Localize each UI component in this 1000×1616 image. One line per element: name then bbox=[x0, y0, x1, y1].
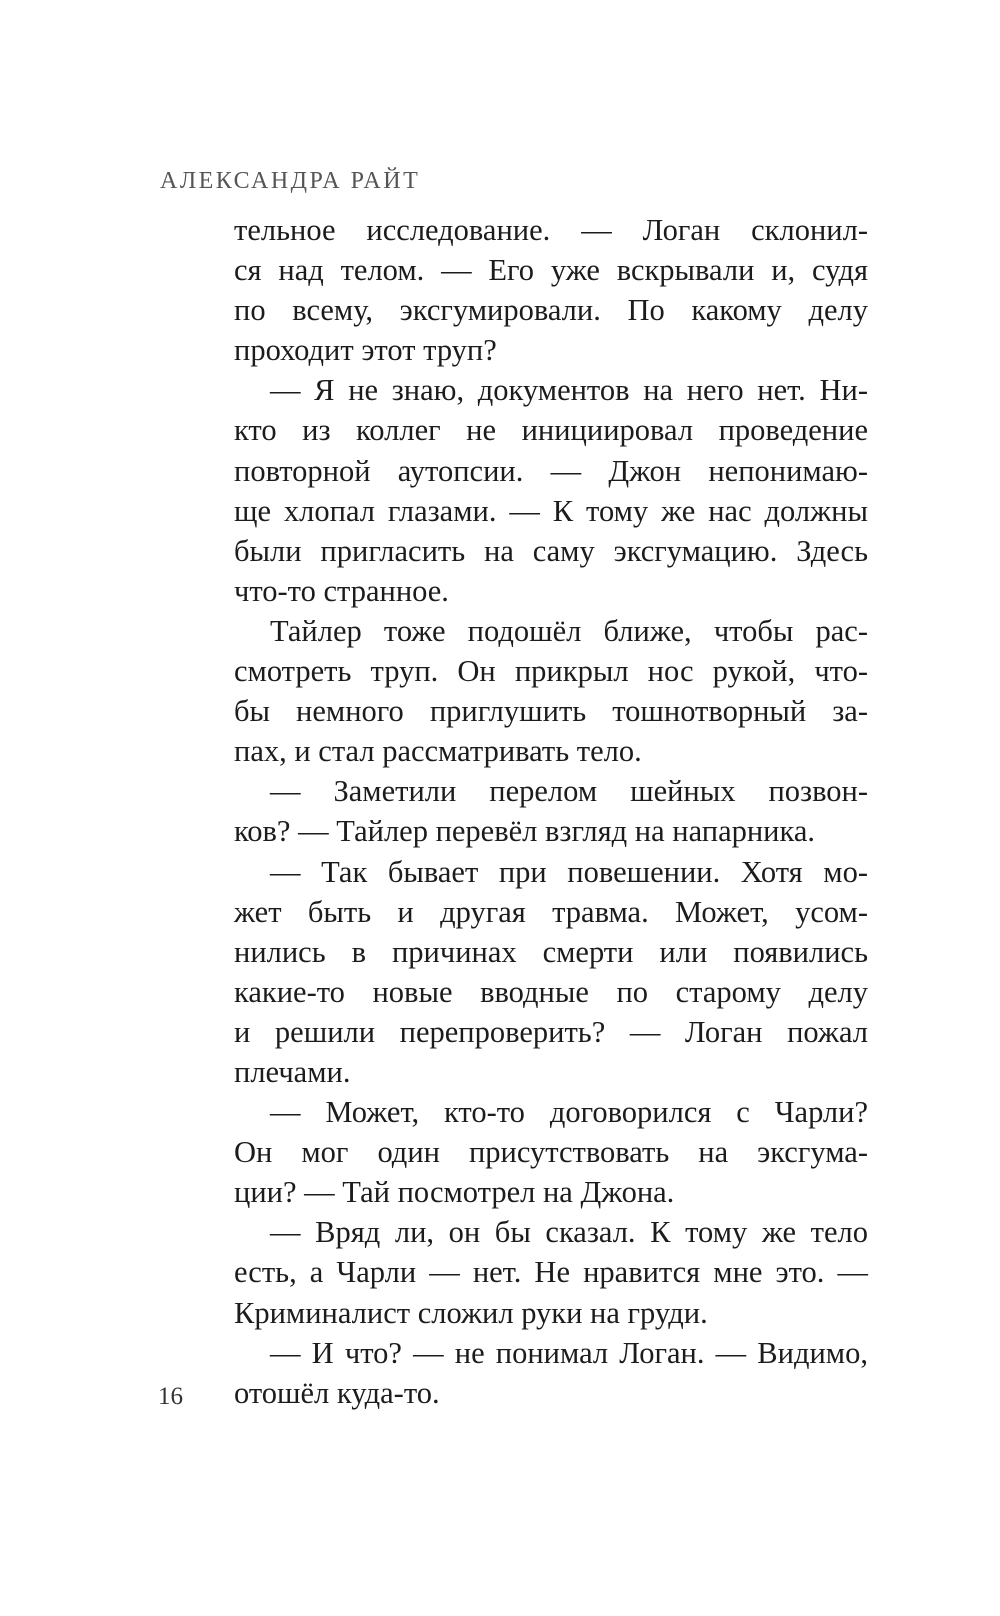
text-line: ся над телом. — Его уже вскрывали и, судя bbox=[234, 253, 868, 288]
text-line: Он мог один присутствовать на эксгума- bbox=[234, 1135, 868, 1170]
text-line: Тайлер тоже подошёл ближе, чтобы рас- bbox=[270, 613, 868, 648]
text-line: — Может, кто-то договорился с Чарли? bbox=[270, 1095, 868, 1130]
text-line: — Заметили перелом шейных позвон- bbox=[270, 774, 868, 809]
text-line: — Вряд ли, он бы сказал. К тому же тело bbox=[270, 1215, 868, 1250]
text-line: по всему, эксгумировали. По какому делу bbox=[234, 293, 868, 328]
text-line: смотреть труп. Он прикрыл нос рукой, что- bbox=[234, 654, 868, 689]
text-line: жет быть и другая травма. Может, усом- bbox=[234, 894, 868, 929]
text-line: проходит этот труп? bbox=[234, 333, 497, 368]
text-line: бы немного приглушить тошнотворный за- bbox=[234, 694, 868, 729]
text-line: отошёл куда-то. bbox=[234, 1375, 440, 1410]
text-line: тельное исследование. — Логан склонил- bbox=[234, 213, 868, 247]
text-line: ков? — Тайлер перевёл взгляд на напарника. bbox=[234, 814, 816, 849]
text-line: Криминалист сложил руки на груди. bbox=[234, 1295, 708, 1330]
text-line: были пригласить на саму эксгумацию. Здесь bbox=[234, 533, 868, 568]
text-line: и решили перепроверить? — Логан пожал bbox=[234, 1014, 868, 1049]
text-line: — Так бывает при повешении. Хотя мо- bbox=[270, 854, 868, 889]
text-line: плечами. bbox=[234, 1054, 351, 1089]
text-line: нились в причинах смерти или появились bbox=[234, 934, 868, 969]
body-text bbox=[234, 210, 868, 1413]
text-line: кто из коллег не инициировал проведение bbox=[234, 413, 868, 448]
text-line: ции? — Тай посмотрел на Джона. bbox=[234, 1175, 675, 1210]
running-head: АЛЕКСАНДРА РАЙТ bbox=[160, 168, 421, 194]
text-line: что-то странное. bbox=[234, 573, 449, 608]
page-number: 16 bbox=[158, 1383, 183, 1410]
text-line: есть, а Чарли — нет. Не нравится мне это. — bbox=[234, 1255, 868, 1290]
text-line: повторной аутопсии. — Джон непонимаю- bbox=[234, 453, 868, 488]
text-line: — Я не знаю, документов на него нет. Ни- bbox=[270, 373, 868, 408]
text-line: — И что? — не понимал Логан. — Видимо, bbox=[270, 1335, 868, 1370]
text-line: ще хлопал глазами. — К тому же нас должны bbox=[234, 493, 868, 528]
text-line: пах, и стал рассматривать тело. bbox=[234, 734, 642, 769]
text-line: какие-то новые вводные по старому делу bbox=[234, 974, 868, 1009]
